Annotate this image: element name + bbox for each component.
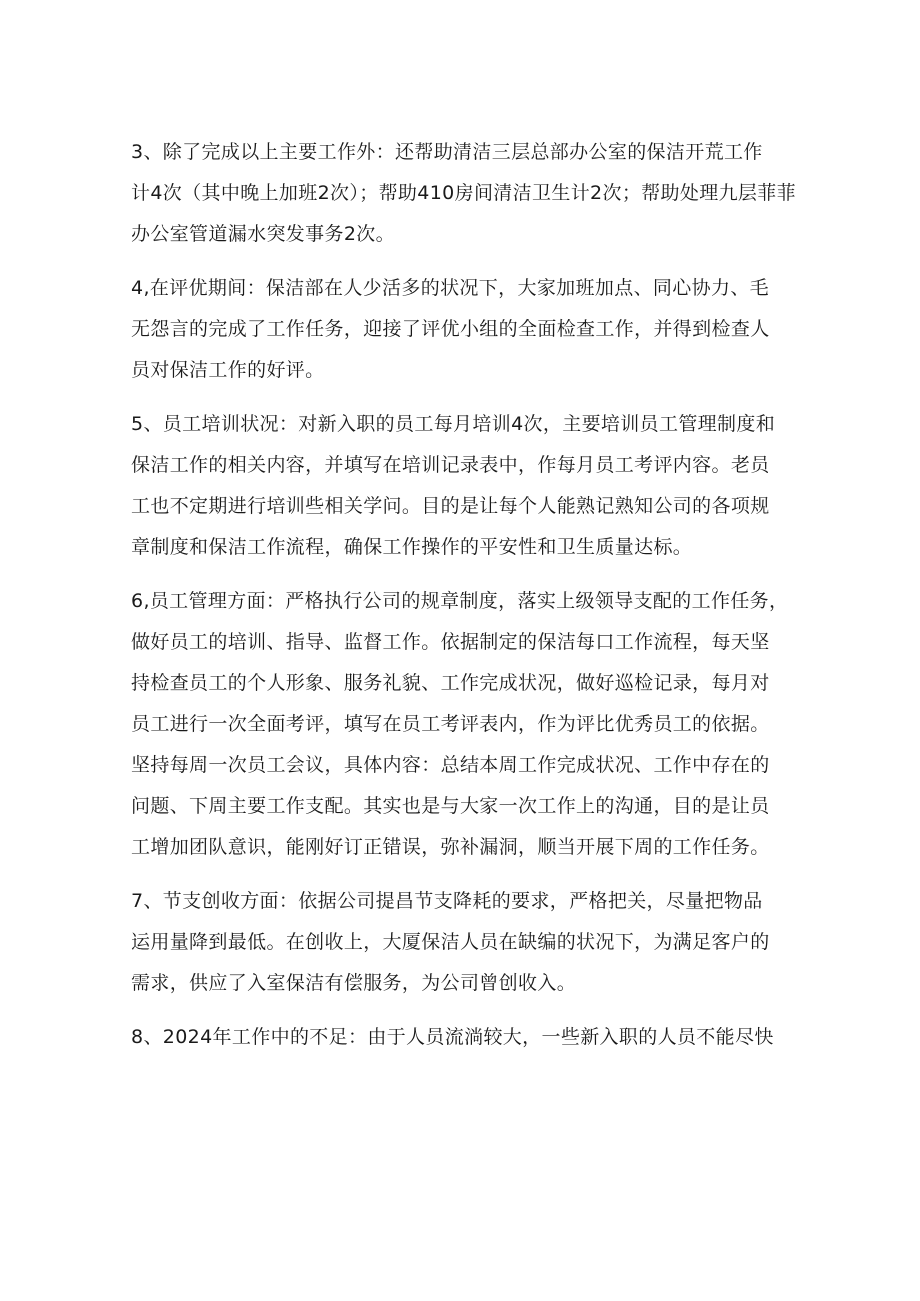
- text-line: 需求，供应了入室保洁有偿服务，为公司曾创收入。: [131, 972, 577, 994]
- text-line: 7、节支创收方面：依据公司提昌节支降耗的要求，严格把关，尽量把物品: [131, 890, 763, 912]
- text-line: 工增加团队意识，能刚好订正错误，弥补漏洞，顺当开展下周的工作任务。: [131, 836, 770, 858]
- text-line: 运用量降到最低。在创收上，大厦保洁人员在缺编的状况下，为满足客户的: [131, 931, 770, 953]
- text-line: 持检查员工的个人形象、服务礼貌、工作完成状况，做好巡检记录，每月对: [131, 672, 770, 694]
- paragraph-gap: [131, 568, 791, 581]
- text-line: 员对保洁工作的好评。: [131, 359, 325, 381]
- text-line: 章制度和保洁工作流程，确保工作操作的平安性和卫生质量达标。: [131, 536, 693, 558]
- text-line: 5、员工培训状况：对新入职的员工每月培训4次，主要培训员工管理制度和: [131, 413, 776, 435]
- paragraph-gap: [131, 1004, 791, 1017]
- paragraph-8: [131, 1017, 791, 1058]
- paragraph-4: [131, 268, 791, 391]
- paragraph-5: [131, 404, 791, 568]
- paragraph-gap: [131, 868, 791, 881]
- paragraph-3: [131, 132, 796, 255]
- paragraph-gap: [131, 391, 791, 404]
- text-line: 4,在评优期间：保洁部在人少活多的状况下，大家加班加点、同心协力、毛: [131, 277, 770, 299]
- text-line: 计4次（其中晚上加班2次）；帮助410房间清洁卫生计2次；帮助处理九层菲菲: [131, 182, 796, 204]
- text-line: 做好员工的培训、指导、监督工作。依据制定的保洁每口工作流程，每天坚: [131, 631, 770, 653]
- text-line: 坚持每周一次员工会议，具体内容：总结本周工作完成状况、工作中存在的: [131, 754, 770, 776]
- text-line: 保洁工作的相关内容，并填写在培训记录表中，作每月员工考评内容。老员: [131, 454, 770, 476]
- text-line: 6,员工管理方面：严格执行公司的规章制度，落实上级领导支配的工作任务，: [131, 590, 789, 612]
- paragraph-6: [131, 581, 791, 868]
- text-line: 工也不定期进行培训些相关学问。目的是让每个人能熟记熟知公司的各项规: [131, 495, 770, 517]
- text-line: 问题、下周主要工作支配。其实也是与大家一次工作上的沟通，目的是让员: [131, 795, 770, 817]
- paragraph-7: [131, 881, 791, 1004]
- text-line: 员工进行一次全面考评，填写在员工考评表内，作为评比优秀员工的依据。: [131, 713, 770, 735]
- text-line: 办公室管道漏水突发事务2次。: [131, 223, 395, 245]
- text-line: 8、2024年工作中的不足：由于人员流淌较大，一些新入职的人员不能尽快: [131, 1026, 774, 1048]
- paragraph-gap: [131, 255, 791, 268]
- text-line: 无怨言的完成了工作任务，迎接了评优小组的全面检查工作，并得到检查人: [131, 318, 770, 340]
- document-body: [131, 132, 796, 1058]
- text-line: 3、除了完成以上主要工作外：还帮助清洁三层总部办公室的保洁开荒工作: [131, 141, 763, 163]
